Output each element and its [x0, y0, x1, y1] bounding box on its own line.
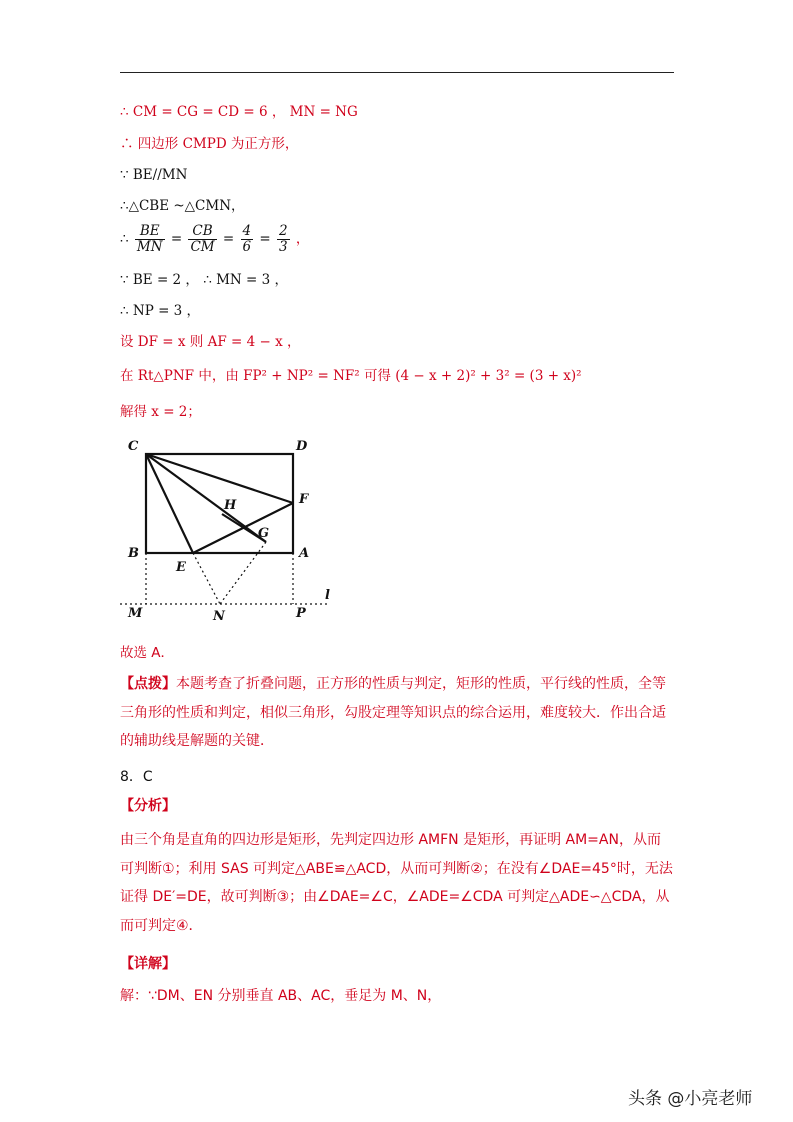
dianbo-paragraph: [120, 670, 674, 756]
dianbo-text: 本题考查了折叠问题，正方形的性质与判定，矩形的性质，平行线的性质，全等三角形的性质和判定，相似三角形，勾股定理等知识点的综合运用，难度较大．作出合适的辅助线是解题的关键．: [120, 676, 666, 749]
line-be-parallel-mn: ∵ BE//MN: [120, 167, 188, 183]
fraction-2-3: [277, 224, 290, 255]
segment-ce: [146, 454, 193, 553]
label-h: H: [224, 498, 237, 513]
line-similar-triangles: ∴△CBE ~△CMN，: [120, 198, 245, 214]
fraction-be-mn: [135, 224, 165, 255]
label-a: A: [299, 546, 310, 561]
label-d: D: [296, 439, 308, 454]
label-p: P: [296, 606, 306, 621]
line-solve-x: 解得 x = 2；: [120, 404, 201, 420]
fraction-numerator: CB: [188, 224, 216, 240]
line-cm-cg-cd: ∴ CM = CG = CD = 6 ， MN = NG: [120, 104, 358, 120]
dianbo-tag: 【点拨】: [120, 676, 176, 692]
fenxi-paragraph: 由三个角是直角的四边形是矩形，先判定四边形 AMFN 是矩形，再证明 AM=AN，从而可判断①；利用 SAS 可判定△ABE≌△ACD，从而可判断②；在没有∠DAE=45°时，无法证得 DE′=DE，故可判断③；由∠DAE=∠C，∠ADE=∠CDA 可判定△ADE∽△CDA，从而可判定④．: [120, 832, 673, 934]
dashed-gn: [220, 542, 266, 604]
header-rule: [120, 72, 674, 73]
fraction-numerator: BE: [135, 224, 165, 240]
line-pythagoras: 在 Rt△PNF 中，由 FP² + NP² = NF² 可得 (4 − x + 2)² + 3² = (3 + x)²: [120, 368, 582, 384]
label-l: l: [325, 588, 330, 603]
watermark: 头条 @小亮老师: [628, 1089, 753, 1109]
label-f: F: [299, 492, 309, 507]
line-square-cmpd: ∴ 四边形 CMPD 为正方形，: [120, 136, 299, 152]
fraction-denominator: MN: [136, 239, 163, 255]
line-np-value: ∴ NP = 3 ，: [120, 303, 201, 319]
line-ratio: [120, 224, 309, 255]
ratio-prefix: ∴: [120, 231, 129, 247]
segment-cf: [146, 454, 293, 503]
xiangjie-text: 解：∵DM、EN 分别垂直 AB、AC，垂足为 M、N，: [120, 988, 442, 1004]
fenxi-tag: 【分析】: [120, 798, 176, 814]
xiangjie-tag: 【详解】: [120, 956, 176, 972]
equals-sign: =: [259, 231, 271, 247]
fraction-4-6: [241, 224, 254, 255]
answer-line: 故选 A．: [120, 645, 175, 661]
equals-sign: =: [170, 231, 183, 247]
fraction-numerator: 4: [242, 223, 252, 239]
fraction-denominator: 6: [242, 239, 252, 255]
fraction-denominator: 3: [279, 239, 288, 255]
question-8-answer: 8．C: [120, 769, 153, 785]
label-g: G: [258, 526, 270, 541]
label-e: E: [176, 560, 186, 575]
label-m: M: [128, 606, 143, 621]
line-set-df: 设 DF = x 则 AF = 4 − x ，: [120, 334, 301, 350]
fraction-numerator: 2: [279, 223, 288, 239]
fraction-cb-cm: [188, 224, 216, 255]
geometry-figure: [118, 435, 348, 625]
equals-sign: =: [222, 231, 235, 247]
label-c: C: [128, 439, 139, 454]
label-n: N: [213, 609, 225, 624]
label-b: B: [128, 546, 139, 561]
dashed-en: [193, 553, 220, 604]
ratio-suffix: ，: [295, 231, 310, 247]
line-be-mn-values: ∵ BE = 2 ， ∴ MN = 3 ，: [120, 272, 289, 288]
fraction-denominator: CM: [190, 239, 215, 255]
segment-cg: [146, 454, 266, 542]
